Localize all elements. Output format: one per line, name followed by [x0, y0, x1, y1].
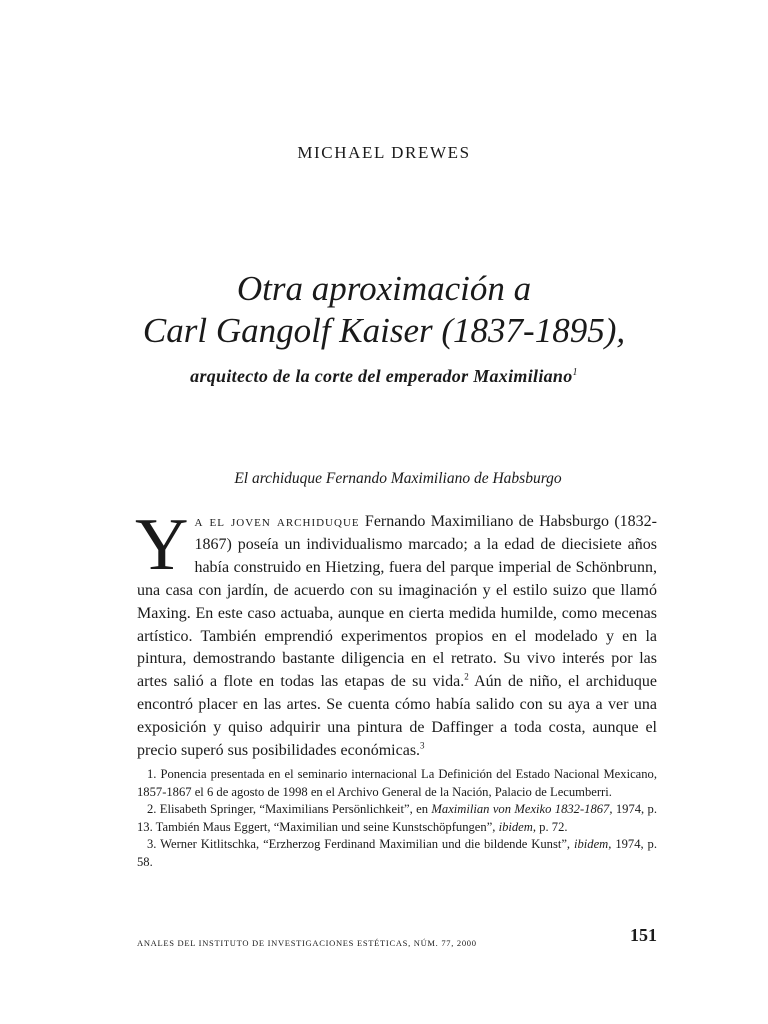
footnote-2-text-b: 1974, p. 13. También Maus Eggert, “Maximilian und seine Kunstschöpfungen”, — [137, 802, 657, 834]
footnote-2 — [137, 801, 657, 836]
journal-footer: ANALES DEL INSTITUTO DE INVESTIGACIONES ESTÉTICAS, NÚM. 77, 2000 — [137, 938, 477, 948]
footnote-2-text-a: 2. Elisabeth Springer, “Maximilians Persönlichkeit”, en — [147, 802, 432, 816]
body-text-part-1: Fernando Maximiliano de Habsburgo (1832-1867) poseía un individualismo marcado; a la edad de diecisiete años había construido en Hietzing, fuera del parque imperial de Schönbrunn, una casa con jardín, de acuerdo con su imaginación y el estilo suizo que llamó Maxing. En este caso actuaba, aunque en cierta medida humilde, como mecenas artístico. También emprendió experimentos propios en el modelado y en la pintura, demostrando bastante diligencia en el retrato. Su vivo interés por las artes salió a flote en todas las etapas de su vida. — [137, 513, 657, 691]
body-paragraph — [135, 504, 658, 763]
footnote-2-italic-2: ibidem, — [498, 819, 537, 834]
footnote-2-text-c: p. 72. — [536, 819, 568, 834]
author-name: MICHAEL DREWES — [297, 143, 471, 162]
section-heading: El archiduque Fernando Maximiliano de Habsburgo — [234, 470, 562, 487]
footnote-3-text-a: 3. Werner Kitlitschka, “Erzherzog Ferdinand Maximilian und die bildende Kunst”, — [147, 837, 574, 851]
footnotes — [137, 766, 657, 871]
body-text-part-2: Aún de niño, el archiduque encontró placer en las artes. Se cuenta cómo había salido con su aya a ver una exposición y quiso adquirir una pintura de Daffinger a toda costa, aunque el precio superó sus posibilidades económicas. — [137, 673, 658, 760]
footnote-ref-2[interactable]: 2 — [464, 672, 469, 683]
title-line-2: Carl Gangolf Kaiser (1837-1895), — [142, 311, 626, 350]
smallcaps-lead: a el joven archiduque — [194, 514, 360, 530]
footnote-3-italic: ibidem, — [573, 837, 612, 851]
footnote-1: 1. Ponencia presentada en el seminario internacional La Definición del Estado Nacional Mexicano, 1857-1867 el 6 de agosto de 1998 en el Archivo General de la Nación, Palacio de Lecumberri. — [137, 767, 657, 799]
drop-cap: Y — [135, 504, 189, 586]
title-line-1: Otra aproximación a — [236, 269, 532, 308]
article-title — [0, 268, 768, 352]
footnote-3 — [137, 836, 657, 871]
footnote-ref-3[interactable]: 3 — [420, 740, 425, 751]
footnote-ref-1[interactable]: 1 — [572, 367, 578, 378]
article-subtitle — [0, 366, 768, 387]
page-number: 151 — [630, 925, 657, 945]
subtitle-text: arquitecto de la corte del emperador Maximiliano — [190, 366, 573, 386]
footnote-2-italic-1: Maximilian von Mexiko 1832-1867, — [431, 802, 613, 816]
footnote-3-text-b: 1974, p. 58. — [137, 837, 657, 869]
